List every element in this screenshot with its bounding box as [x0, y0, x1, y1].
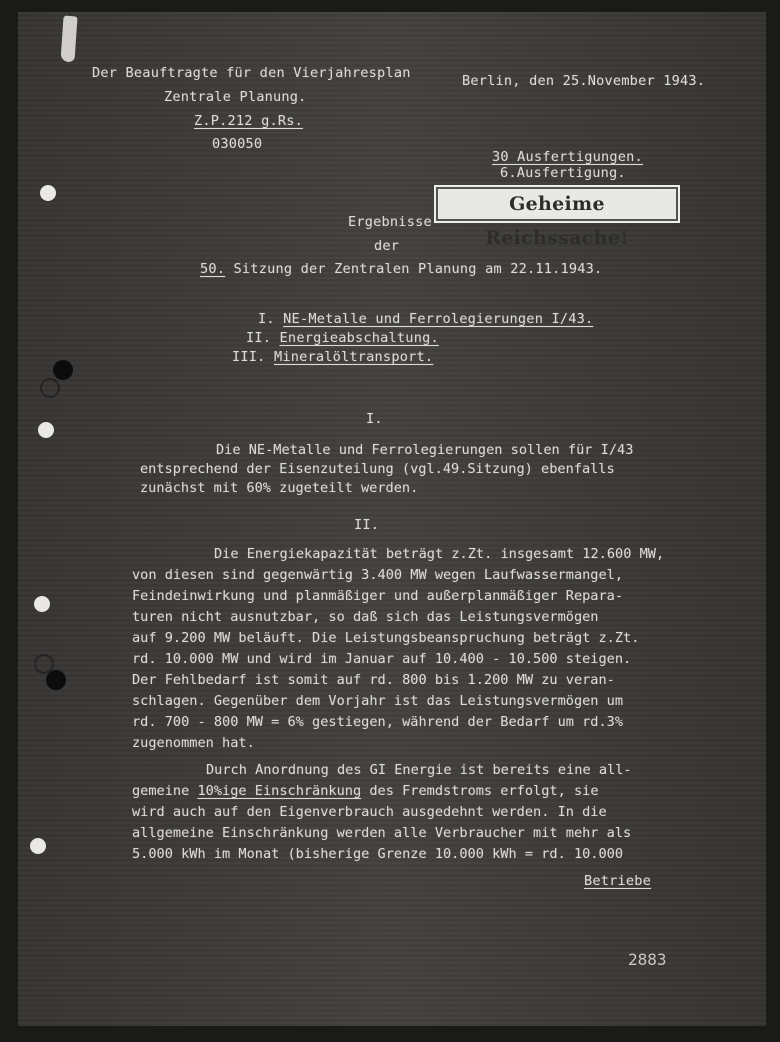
- title-line-2: der: [374, 238, 400, 254]
- agenda-number: II.: [246, 330, 272, 346]
- agenda-item: [246, 329, 439, 347]
- section-2-line: zugenommen hat.: [132, 735, 255, 751]
- section-2-line: Feindeinwirkung und planmäßiger und außerplanmäßiger Repara-: [132, 588, 624, 604]
- section-2-line: turen nicht ausnutzbar, so daß sich das Leistungsvermögen: [132, 609, 599, 625]
- agenda-item: [258, 310, 593, 328]
- punch-hole: [40, 378, 60, 398]
- title-line-1: Ergebnisse: [348, 214, 432, 230]
- section-1-line: Die NE-Metalle und Ferrolegierungen sollen für I/43: [216, 442, 634, 458]
- section-2-line: Der Fehlbedarf ist somit auf rd. 800 bis 1.200 MW zu veran-: [132, 672, 615, 688]
- catchword: Betriebe: [584, 873, 652, 889]
- copies-total: 30 Ausfertigungen.: [492, 149, 643, 165]
- document-sheet: [18, 12, 766, 1026]
- text-fragment: des Fremdstroms erfolgt, sie: [361, 783, 599, 799]
- agenda-text: Mineralöltransport.: [273, 349, 434, 365]
- agenda-text: NE-Metalle und Ferrolegierungen I/43.: [283, 311, 594, 327]
- section-2-para2-line: wird auch auf den Eigenverbrauch ausgedehnt werden. In die: [132, 804, 607, 820]
- section-2-line: rd. 700 - 800 MW = 6% gestiegen, während der Bedarf um rd.3%: [132, 714, 624, 730]
- section-2-para2-line: [132, 782, 599, 800]
- punch-hole: [38, 422, 54, 438]
- sender-line-2: Zentrale Planung.: [164, 89, 307, 105]
- paper-tear: [60, 16, 77, 63]
- agenda-number: I.: [258, 311, 275, 327]
- punch-hole: [34, 596, 50, 612]
- underlined-restriction: 10%ige Einschränkung: [197, 783, 362, 799]
- reference-line: Z.P.212 g.Rs.: [194, 113, 303, 129]
- section-2-para2-line: allgemeine Einschränkung werden alle Verbraucher mit mehr als: [132, 825, 632, 841]
- section-2-line: rd. 10.000 MW und wird im Januar auf 10.400 - 10.500 steigen.: [132, 651, 632, 667]
- section-2-para2-line: Durch Anordnung des GI Energie ist bereits eine all-: [206, 762, 632, 778]
- section-2-line: von diesen sind gegenwärtig 3.400 MW wegen Laufwassermangel,: [132, 567, 624, 583]
- section-2-line: Die Energiekapazität beträgt z.Zt. insgesamt 12.600 MW,: [214, 546, 665, 562]
- section-2-heading: II.: [354, 517, 380, 533]
- title-line-3: [200, 260, 602, 278]
- document-number: 030050: [212, 136, 263, 152]
- punch-hole: [40, 185, 56, 201]
- section-2-para2-line: 5.000 kWh im Monat (bisherige Grenze 10.000 kWh = rd. 10.000: [132, 846, 624, 862]
- punch-hole: [30, 838, 46, 854]
- section-2-line: schlagen. Gegenüber dem Vorjahr ist das Leistungsvermögen um: [132, 693, 624, 709]
- punch-hole: [53, 360, 73, 380]
- page-number: 2883: [628, 950, 667, 969]
- agenda-item: [232, 348, 433, 366]
- sender-line-1: Der Beauftragte für den Vierjahresplan: [92, 65, 411, 81]
- agenda-number: III.: [232, 349, 266, 365]
- section-2-line: auf 9.200 MW beläuft. Die Leistungsbeanspruchung beträgt z.Zt.: [132, 630, 640, 646]
- text-fragment: gemeine: [132, 783, 198, 799]
- punch-hole: [46, 670, 66, 690]
- section-1-line: entsprechend der Eisenzuteilung (vgl.49.Sitzung) ebenfalls: [140, 461, 615, 477]
- place-date: Berlin, den 25.November 1943.: [462, 73, 706, 89]
- section-1-heading: I.: [366, 411, 383, 427]
- section-1-line: zunächst mit 60% zugeteilt werden.: [140, 480, 419, 496]
- session-number: 50.: [200, 261, 226, 277]
- copy-number: 6.Ausfertigung.: [500, 165, 626, 181]
- session-title: Sitzung der Zentralen Planung am 22.11.1943.: [225, 261, 603, 277]
- secret-stamp: Geheime Reichssache!: [434, 185, 680, 223]
- agenda-text: Energieabschaltung.: [279, 330, 439, 346]
